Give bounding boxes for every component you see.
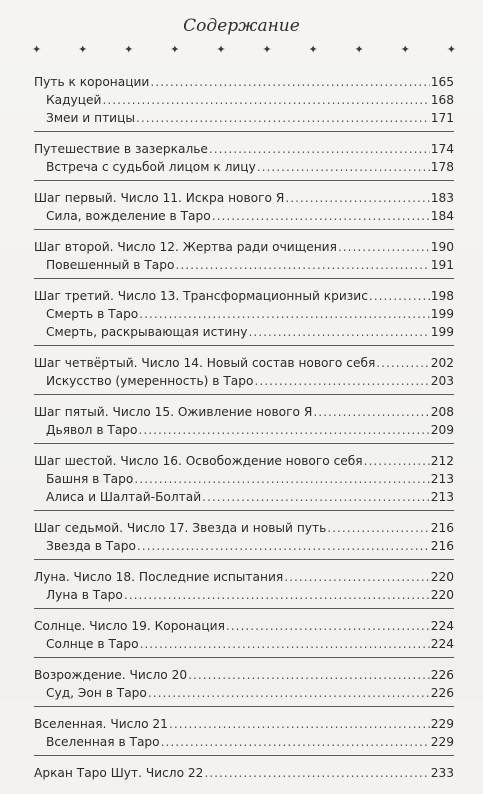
- ornament-star-icon: ✦: [78, 43, 88, 56]
- toc-page-number: 174: [430, 142, 454, 156]
- toc-page-number: 202: [430, 356, 454, 370]
- toc-entry-label: Сила, вожделение в Таро: [46, 209, 211, 223]
- toc-subentry[interactable]: [34, 421, 454, 439]
- toc-subentry[interactable]: [34, 207, 454, 225]
- toc-subentry[interactable]: [34, 733, 454, 751]
- toc-entry-label: Солнце в Таро: [46, 637, 139, 651]
- toc-subentry[interactable]: [34, 470, 454, 488]
- toc-page-number: 165: [430, 75, 454, 89]
- toc-entry-label: Змеи и птицы: [46, 111, 136, 125]
- toc-entry-label: Алиса и Шалтай-Болтай: [46, 490, 202, 504]
- toc-page-number: 183: [430, 191, 454, 205]
- toc-entry-label: Шаг третий. Число 13. Трансформационный кризис: [34, 289, 368, 303]
- toc-page-number: 212: [430, 454, 454, 468]
- toc-page-number: 184: [430, 209, 454, 223]
- toc-subentry[interactable]: [34, 488, 454, 506]
- ornament-star-icon: ✦: [446, 43, 456, 56]
- toc-entry-label: Искусство (умеренность) в Таро: [46, 374, 254, 388]
- toc-entry-label: Возрождение. Число 20: [34, 668, 188, 682]
- toc-page-number: 198: [430, 289, 454, 303]
- dot-leader: [369, 287, 430, 305]
- dot-leader: [257, 158, 430, 176]
- toc-entry-label: Шаг пятый. Число 15. Оживление нового Я: [34, 405, 313, 419]
- toc-page-number: 208: [430, 405, 454, 419]
- toc-section: [34, 764, 454, 786]
- dot-leader: [212, 207, 430, 225]
- dot-leader: [248, 323, 429, 341]
- toc-entry-label: Вселенная. Число 21: [34, 717, 168, 731]
- ornament-star-icon: ✦: [354, 43, 364, 56]
- toc-entry[interactable]: [34, 287, 454, 305]
- toc-entry-label: Аркан Таро Шут. Число 22: [34, 766, 204, 780]
- toc-page-number: 199: [430, 307, 454, 321]
- dot-leader: [175, 256, 429, 274]
- toc-subentry[interactable]: [34, 323, 454, 341]
- toc-subentry[interactable]: [34, 635, 454, 653]
- table-of-contents: [34, 73, 454, 794]
- toc-entry-label: Кадуцей: [46, 93, 102, 107]
- toc-entry-label: Шаг второй. Число 12. Жертва ради очищения: [34, 240, 337, 254]
- toc-entry[interactable]: [34, 568, 454, 586]
- page-title: Содержание: [183, 16, 300, 36]
- toc-section: [34, 519, 454, 560]
- toc-page-number: 229: [430, 717, 454, 731]
- toc-subentry[interactable]: [34, 91, 454, 109]
- toc-section: [34, 238, 454, 279]
- toc-section: [34, 617, 454, 658]
- toc-page-number: 233: [430, 766, 454, 780]
- dot-leader: [148, 684, 430, 702]
- toc-page-number: 168: [430, 93, 454, 107]
- dot-leader: [254, 372, 429, 390]
- ornament-star-icon: ✦: [170, 43, 180, 56]
- ornament-star-icon: ✦: [308, 43, 318, 56]
- toc-entry[interactable]: [34, 452, 454, 470]
- dot-leader: [202, 488, 430, 506]
- ornament-star-icon: ✦: [262, 43, 272, 56]
- toc-section: [34, 73, 454, 132]
- dot-leader: [338, 238, 430, 256]
- toc-entry-label: Луна в Таро: [46, 588, 123, 602]
- toc-page-number: 213: [430, 472, 454, 486]
- ornament-star-icon: ✦: [32, 43, 42, 56]
- toc-page-number: 203: [430, 374, 454, 388]
- toc-subentry[interactable]: [34, 256, 454, 274]
- toc-entry-label: Шаг четвёртый. Число 14. Новый состав нового себя: [34, 356, 376, 370]
- toc-section: [34, 354, 454, 395]
- toc-section: [34, 568, 454, 609]
- toc-subentry[interactable]: [34, 372, 454, 390]
- dot-leader: [136, 109, 430, 127]
- toc-entry-label: Солнце. Число 19. Коронация: [34, 619, 225, 633]
- toc-entry-label: Повешенный в Таро: [46, 258, 175, 272]
- toc-page-number: 216: [430, 521, 454, 535]
- ornament-star-icon: ✦: [400, 43, 410, 56]
- dot-leader: [327, 519, 429, 537]
- toc-section: [34, 715, 454, 756]
- toc-subentry[interactable]: [34, 158, 454, 176]
- toc-page-number: 190: [430, 240, 454, 254]
- toc-entry[interactable]: [34, 140, 454, 158]
- toc-section: [34, 189, 454, 230]
- toc-entry[interactable]: [34, 73, 454, 91]
- toc-entry-label: Путь к коронации: [34, 75, 150, 89]
- dot-leader: [313, 403, 429, 421]
- toc-section: [34, 666, 454, 707]
- toc-page-number: 224: [430, 637, 454, 651]
- toc-entry-label: Встреча с судьбой лицом к лицу: [46, 160, 256, 174]
- dot-leader: [124, 586, 430, 604]
- toc-page-number: 226: [430, 686, 454, 700]
- toc-page-number: 213: [430, 490, 454, 504]
- toc-entry[interactable]: [34, 403, 454, 421]
- toc-section: [34, 403, 454, 444]
- toc-entry[interactable]: [34, 715, 454, 733]
- toc-entry[interactable]: [34, 666, 454, 684]
- toc-entry-label: Смерть в Таро: [46, 307, 139, 321]
- dot-leader: [139, 421, 430, 439]
- toc-page-number: 209: [430, 423, 454, 437]
- toc-subentry[interactable]: [34, 537, 454, 555]
- toc-entry-label: Шаг первый. Число 11. Искра нового Я: [34, 191, 285, 205]
- toc-page-number: 220: [430, 570, 454, 584]
- toc-entry[interactable]: [34, 764, 454, 782]
- dot-leader: [285, 189, 429, 207]
- toc-subentry[interactable]: [34, 109, 454, 127]
- dot-leader: [376, 354, 429, 372]
- toc-entry[interactable]: [34, 519, 454, 537]
- dot-leader: [134, 470, 429, 488]
- ornament-star-icon: ✦: [124, 43, 134, 56]
- toc-page-number: 178: [430, 160, 454, 174]
- toc-subentry[interactable]: [34, 586, 454, 604]
- dot-leader: [204, 764, 429, 782]
- toc-page-number: 171: [430, 111, 454, 125]
- dot-leader: [209, 140, 430, 158]
- toc-entry[interactable]: [34, 238, 454, 256]
- dot-leader: [102, 91, 429, 109]
- toc-section: [34, 452, 454, 511]
- dot-leader: [150, 73, 429, 91]
- ornament-star-icon: ✦: [216, 43, 226, 56]
- toc-page-number: 226: [430, 668, 454, 682]
- dot-leader: [139, 305, 429, 323]
- ornament-divider: [32, 43, 456, 56]
- toc-entry-label: Смерть, раскрывающая истину: [46, 325, 248, 339]
- toc-entry-label: Дьявол в Таро: [46, 423, 138, 437]
- toc-entry[interactable]: [34, 354, 454, 372]
- toc-section: [34, 287, 454, 346]
- toc-page-number: 216: [430, 539, 454, 553]
- toc-entry-label: Шаг седьмой. Число 17. Звезда и новый путь: [34, 521, 327, 535]
- dot-leader: [140, 635, 430, 653]
- dot-leader: [169, 715, 430, 733]
- toc-entry[interactable]: [34, 189, 454, 207]
- dot-leader: [188, 666, 430, 684]
- toc-entry-label: Шаг шестой. Число 16. Освобождение нового себя: [34, 454, 363, 468]
- toc-entry-label: Суд, Эон в Таро: [46, 686, 147, 700]
- toc-section: [34, 140, 454, 181]
- dot-leader: [284, 568, 430, 586]
- toc-page-number: 224: [430, 619, 454, 633]
- dot-leader: [226, 617, 430, 635]
- toc-subentry[interactable]: [34, 684, 454, 702]
- toc-subentry[interactable]: [34, 305, 454, 323]
- dot-leader: [161, 733, 430, 751]
- toc-entry-label: Путешествие в зазеркалье: [34, 142, 208, 156]
- toc-entry-label: Вселенная в Таро: [46, 735, 160, 749]
- toc-entry-label: Луна. Число 18. Последние испытания: [34, 570, 284, 584]
- toc-entry[interactable]: [34, 617, 454, 635]
- toc-page-number: 229: [430, 735, 454, 749]
- dot-leader: [137, 537, 430, 555]
- toc-page-number: 191: [430, 258, 454, 272]
- toc-entry-label: Башня в Таро: [46, 472, 134, 486]
- toc-entry-label: Звезда в Таро: [46, 539, 136, 553]
- dot-leader: [364, 452, 430, 470]
- toc-page-number: 199: [430, 325, 454, 339]
- toc-page-number: 220: [430, 588, 454, 602]
